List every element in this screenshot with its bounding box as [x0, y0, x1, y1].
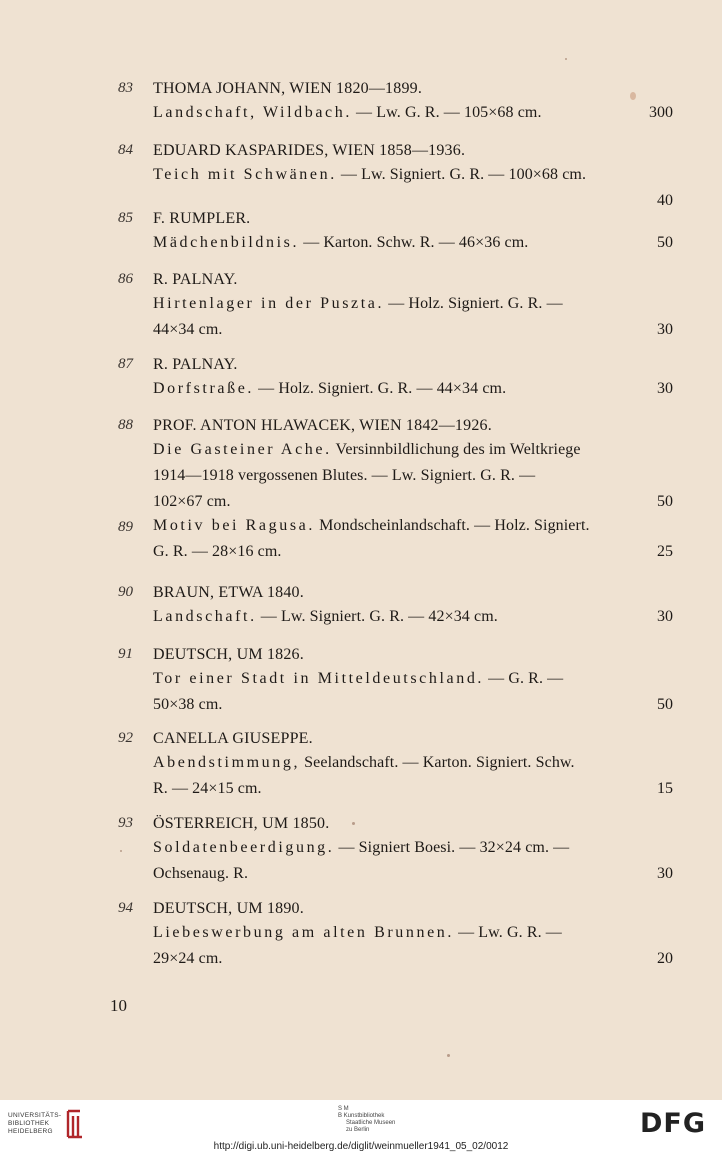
- artist-heading: F. RUMPLER.: [153, 210, 251, 227]
- price: 50: [657, 234, 673, 251]
- lot-number: 83: [118, 80, 133, 96]
- university-line: HEIDELBERG: [8, 1128, 53, 1135]
- artist-heading: CANELLA GIUSEPPE.: [153, 730, 313, 747]
- description-line: [153, 694, 673, 716]
- description-line: [153, 778, 673, 800]
- artwork-title: Motiv bei Ragusa.: [153, 517, 315, 534]
- paper-speck: [565, 58, 567, 60]
- artist-heading: DEUTSCH, UM 1890.: [153, 900, 304, 917]
- artwork-details: Versinnbildlichung des im Weltkriege: [331, 441, 581, 458]
- artwork-title: Mädchenbildnis.: [153, 234, 300, 251]
- price: 30: [657, 865, 673, 882]
- description-line: [153, 948, 673, 970]
- center-logo-line: Staatliche Museen: [346, 1120, 396, 1126]
- description-line: [153, 319, 673, 341]
- price: 50: [657, 696, 673, 713]
- center-logo-line: B Kunstbibliothek: [338, 1113, 385, 1119]
- artwork-details: G. R. — 28×16 cm.: [153, 543, 282, 560]
- description-line: [153, 606, 673, 628]
- artist-heading: BRAUN, ETWA 1840.: [153, 584, 304, 601]
- artwork-details: 50×38 cm.: [153, 696, 223, 713]
- price: 50: [657, 493, 673, 510]
- artwork-details: — Lw. Signiert. G. R. — 42×34 cm.: [256, 608, 498, 625]
- artwork-details: — Lw. G. R. —: [453, 924, 562, 941]
- description-line: [153, 465, 673, 487]
- artist-heading: DEUTSCH, UM 1826.: [153, 646, 304, 663]
- artwork-title: Liebeswerbung am alten Brunnen.: [153, 924, 454, 941]
- artwork-title: Dorfstraße.: [153, 380, 255, 397]
- artist-heading: ÖSTERREICH, UM 1850.: [153, 815, 330, 832]
- description-line: [153, 668, 673, 690]
- paper-speck: [630, 92, 636, 100]
- artist-heading: R. PALNAY.: [153, 356, 238, 373]
- university-line: UNIVERSITÄTS-: [8, 1112, 62, 1119]
- artwork-title: Hirtenlager in der Puszta.: [153, 295, 385, 312]
- artist-heading: PROF. ANTON HLAWACEK, WIEN 1842—1926.: [153, 417, 492, 434]
- artwork-title: Soldatenbeerdigung.: [153, 839, 335, 856]
- lot-number: 92: [118, 730, 133, 746]
- artwork-details: Mondscheinlandschaft. — Holz. Signiert.: [314, 517, 590, 534]
- kunstbibliothek-logo: [338, 1106, 395, 1134]
- description-line: [153, 515, 673, 537]
- description-line: [153, 164, 673, 186]
- lot-number: 85: [118, 210, 133, 226]
- price: 30: [657, 380, 673, 397]
- description-line: [153, 102, 673, 124]
- dfg-logo: DFG: [640, 1108, 707, 1139]
- artist-heading: EDUARD KASPARIDES, WIEN 1858—1936.: [153, 142, 466, 159]
- lot-number: 87: [118, 356, 133, 372]
- lot-number: 89: [118, 519, 133, 535]
- page-number: 10: [110, 996, 127, 1015]
- price: 40: [657, 192, 673, 209]
- description-line: [153, 378, 673, 400]
- artwork-details: Ochsenaug. R.: [153, 865, 249, 882]
- description-line: [153, 293, 673, 315]
- artwork-details: — Lw. G. R. — 105×68 cm.: [351, 104, 542, 121]
- artwork-details: — Holz. Signiert. G. R. —: [384, 295, 563, 312]
- artwork-details: — Signiert Boesi. — 32×24 cm. —: [334, 839, 570, 856]
- artist-heading: THOMA JOHANN, WIEN 1820—1899.: [153, 80, 423, 97]
- artwork-title: Teich mit Schwänen.: [153, 166, 337, 183]
- lot-number: 90: [118, 584, 133, 600]
- artwork-details: — Lw. Signiert. G. R. — 100×68 cm.: [336, 166, 587, 183]
- lot-number: 94: [118, 900, 133, 916]
- price: 25: [657, 543, 673, 560]
- price: 20: [657, 950, 673, 967]
- university-library-label: [8, 1112, 61, 1136]
- artwork-details: 102×67 cm.: [153, 493, 231, 510]
- paper-speck: [447, 1054, 450, 1057]
- artwork-details: — G. R. —: [484, 670, 564, 687]
- artist-heading: R. PALNAY.: [153, 271, 238, 288]
- digitization-footer: [0, 1100, 722, 1153]
- artwork-details: — Karton. Schw. R. — 46×36 cm.: [299, 234, 529, 251]
- description-line: [153, 232, 673, 254]
- price: 15: [657, 780, 673, 797]
- price: 30: [657, 608, 673, 625]
- description-line: [153, 837, 673, 859]
- artwork-title: Die Gasteiner Ache.: [153, 441, 332, 458]
- artwork-title: Landschaft.: [153, 608, 257, 625]
- lot-number: 84: [118, 142, 133, 158]
- lot-number: 88: [118, 417, 133, 433]
- lot-number: 86: [118, 271, 133, 287]
- center-logo-line: zu Berlin: [346, 1127, 370, 1133]
- description-line: [153, 863, 673, 885]
- price: 300: [649, 104, 673, 121]
- university-seal-icon: [64, 1109, 86, 1139]
- artwork-title: Abendstimmung,: [153, 754, 301, 771]
- artwork-details: Seelandschaft. — Karton. Signiert. Schw.: [300, 754, 575, 771]
- description-line: [153, 439, 673, 461]
- lot-number: 91: [118, 646, 133, 662]
- artwork-title: Landschaft, Wildbach.: [153, 104, 352, 121]
- description-line: [153, 541, 673, 563]
- artwork-details: 29×24 cm.: [153, 950, 223, 967]
- artwork-details: 44×34 cm.: [153, 321, 223, 338]
- artwork-details: R. — 24×15 cm.: [153, 780, 262, 797]
- artwork-details: 1914—1918 vergossenen Blutes. — Lw. Signiert. G. R. —: [153, 467, 536, 484]
- center-logo-line: S M: [338, 1106, 349, 1112]
- university-line: BIBLIOTHEK: [8, 1120, 50, 1127]
- price: 30: [657, 321, 673, 338]
- lot-number: 93: [118, 815, 133, 831]
- description-line: [153, 491, 673, 513]
- source-url-link[interactable]: http://digi.ub.uni-heidelberg.de/diglit/weinmueller1941_05_02/0012: [213, 1141, 509, 1152]
- artwork-details: — Holz. Signiert. G. R. — 44×34 cm.: [254, 380, 507, 397]
- artwork-title: Tor einer Stadt in Mitteldeutschland.: [153, 670, 485, 687]
- description-line: [153, 752, 673, 774]
- description-line: [153, 922, 673, 944]
- paper-speck: [352, 822, 355, 825]
- paper-speck: [120, 850, 122, 852]
